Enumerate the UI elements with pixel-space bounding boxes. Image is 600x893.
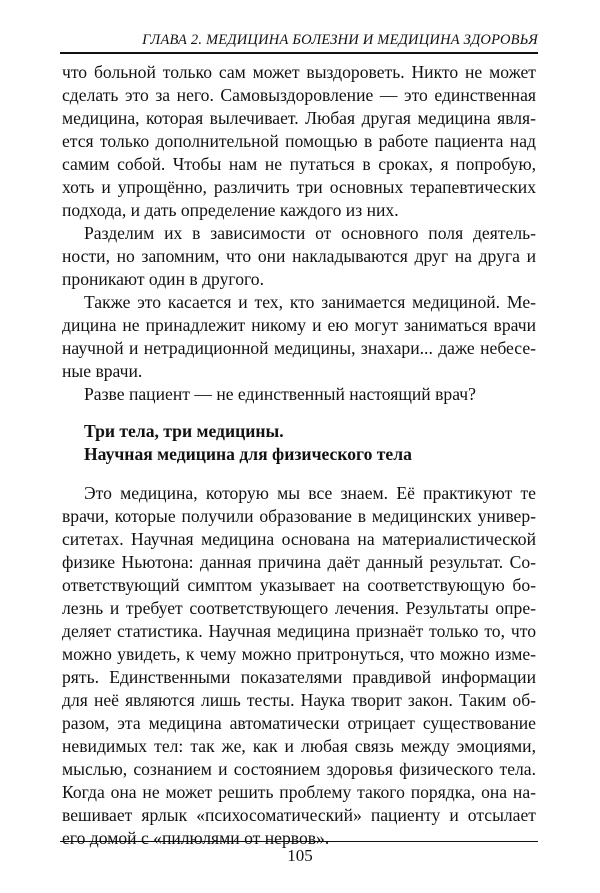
- text-line: самим собой. Чтобы нам не путаться в сроках, я попробую,: [62, 154, 536, 174]
- section-heading: Три тела, три медицины.: [84, 421, 284, 441]
- text-line: мыслью, сознанием и состоянием здоровья физического тела.: [62, 759, 536, 779]
- text-line: рять. Единственными показателями правдивой информации: [62, 667, 536, 687]
- section-subheading: Научная медицина для физического тела: [84, 444, 412, 464]
- text-line: хоть и упрощённо, различить три основных терапевтических: [62, 177, 536, 197]
- text-line: деляет статистика. Научная медицина признаёт только то, что: [62, 621, 536, 641]
- text-line: разом, эта медицина автоматически отрицает существование: [62, 713, 536, 733]
- text-line: врачи, которые получили образование в медицинских универ-: [62, 506, 536, 526]
- footer-rule: [60, 841, 538, 842]
- text-line: сделать это за него. Самовыздоровление — это единственная: [62, 85, 536, 105]
- text-line: лезнь и требует соответствующего лечения. Результаты опре-: [62, 598, 536, 618]
- text-line: физике Ньютона: данная причина даёт данный результат. Со-: [62, 552, 536, 572]
- text-line: Также это касается и тех, кто занимается медициной. Ме-: [84, 292, 536, 312]
- text-line: для неё являются лишь тесты. Наука творит закон. Таким об-: [62, 690, 536, 710]
- text-line: проникают один в другого.: [62, 269, 264, 289]
- text-line: дицина не принадлежит никому и ею могут заниматься врачи: [62, 315, 536, 335]
- text-line: ответствующий симптом указывает на соответствующую бо-: [62, 575, 536, 595]
- text-line: вешивает ярлык «психосоматический» пациенту и отсылает: [62, 805, 536, 825]
- text-line: Разделим их в зависимости от основного поля деятель-: [84, 223, 536, 243]
- text-line: Когда она не может решить проблему такого порядка, она на-: [62, 782, 536, 802]
- running-header: ГЛАВА 2. МЕДИЦИНА БОЛЕЗНИ И МЕДИЦИНА ЗДОРОВЬЯ: [142, 32, 538, 48]
- text-line: ется только дополнительной помощью в работе пациента над: [62, 131, 536, 151]
- text-line: ситетах. Научная медицина основана на материалистической: [62, 529, 536, 549]
- text-line: Разве пациент — не единственный настоящий врач?: [84, 384, 476, 404]
- page-number: 105: [287, 846, 313, 865]
- text-line: ные врачи.: [62, 361, 143, 381]
- text-line: научной и нетрадиционной медицины, знахари... даже небесе-: [62, 338, 536, 358]
- text-line: невидимых тел: так же, как и любая связь между эмоциями,: [62, 736, 536, 756]
- text-line: его домой с «пилюлями от нервов».: [62, 828, 330, 848]
- text-line: ности, но запомним, что они накладываются друг на друга и: [62, 246, 536, 266]
- text-line: что больной только сам может выздороветь. Никто не может: [62, 62, 536, 82]
- text-line: Это медицина, которую мы все знаем. Её практикуют те: [84, 483, 536, 503]
- text-line: можно увидеть, к чему можно притронуться, что можно изме-: [62, 644, 536, 664]
- text-line: медицина, которая вылечивает. Любая другая медицина явля-: [62, 108, 536, 128]
- text-line: подхода, и дать определение каждого из них.: [62, 200, 399, 220]
- header-rule: [60, 52, 538, 54]
